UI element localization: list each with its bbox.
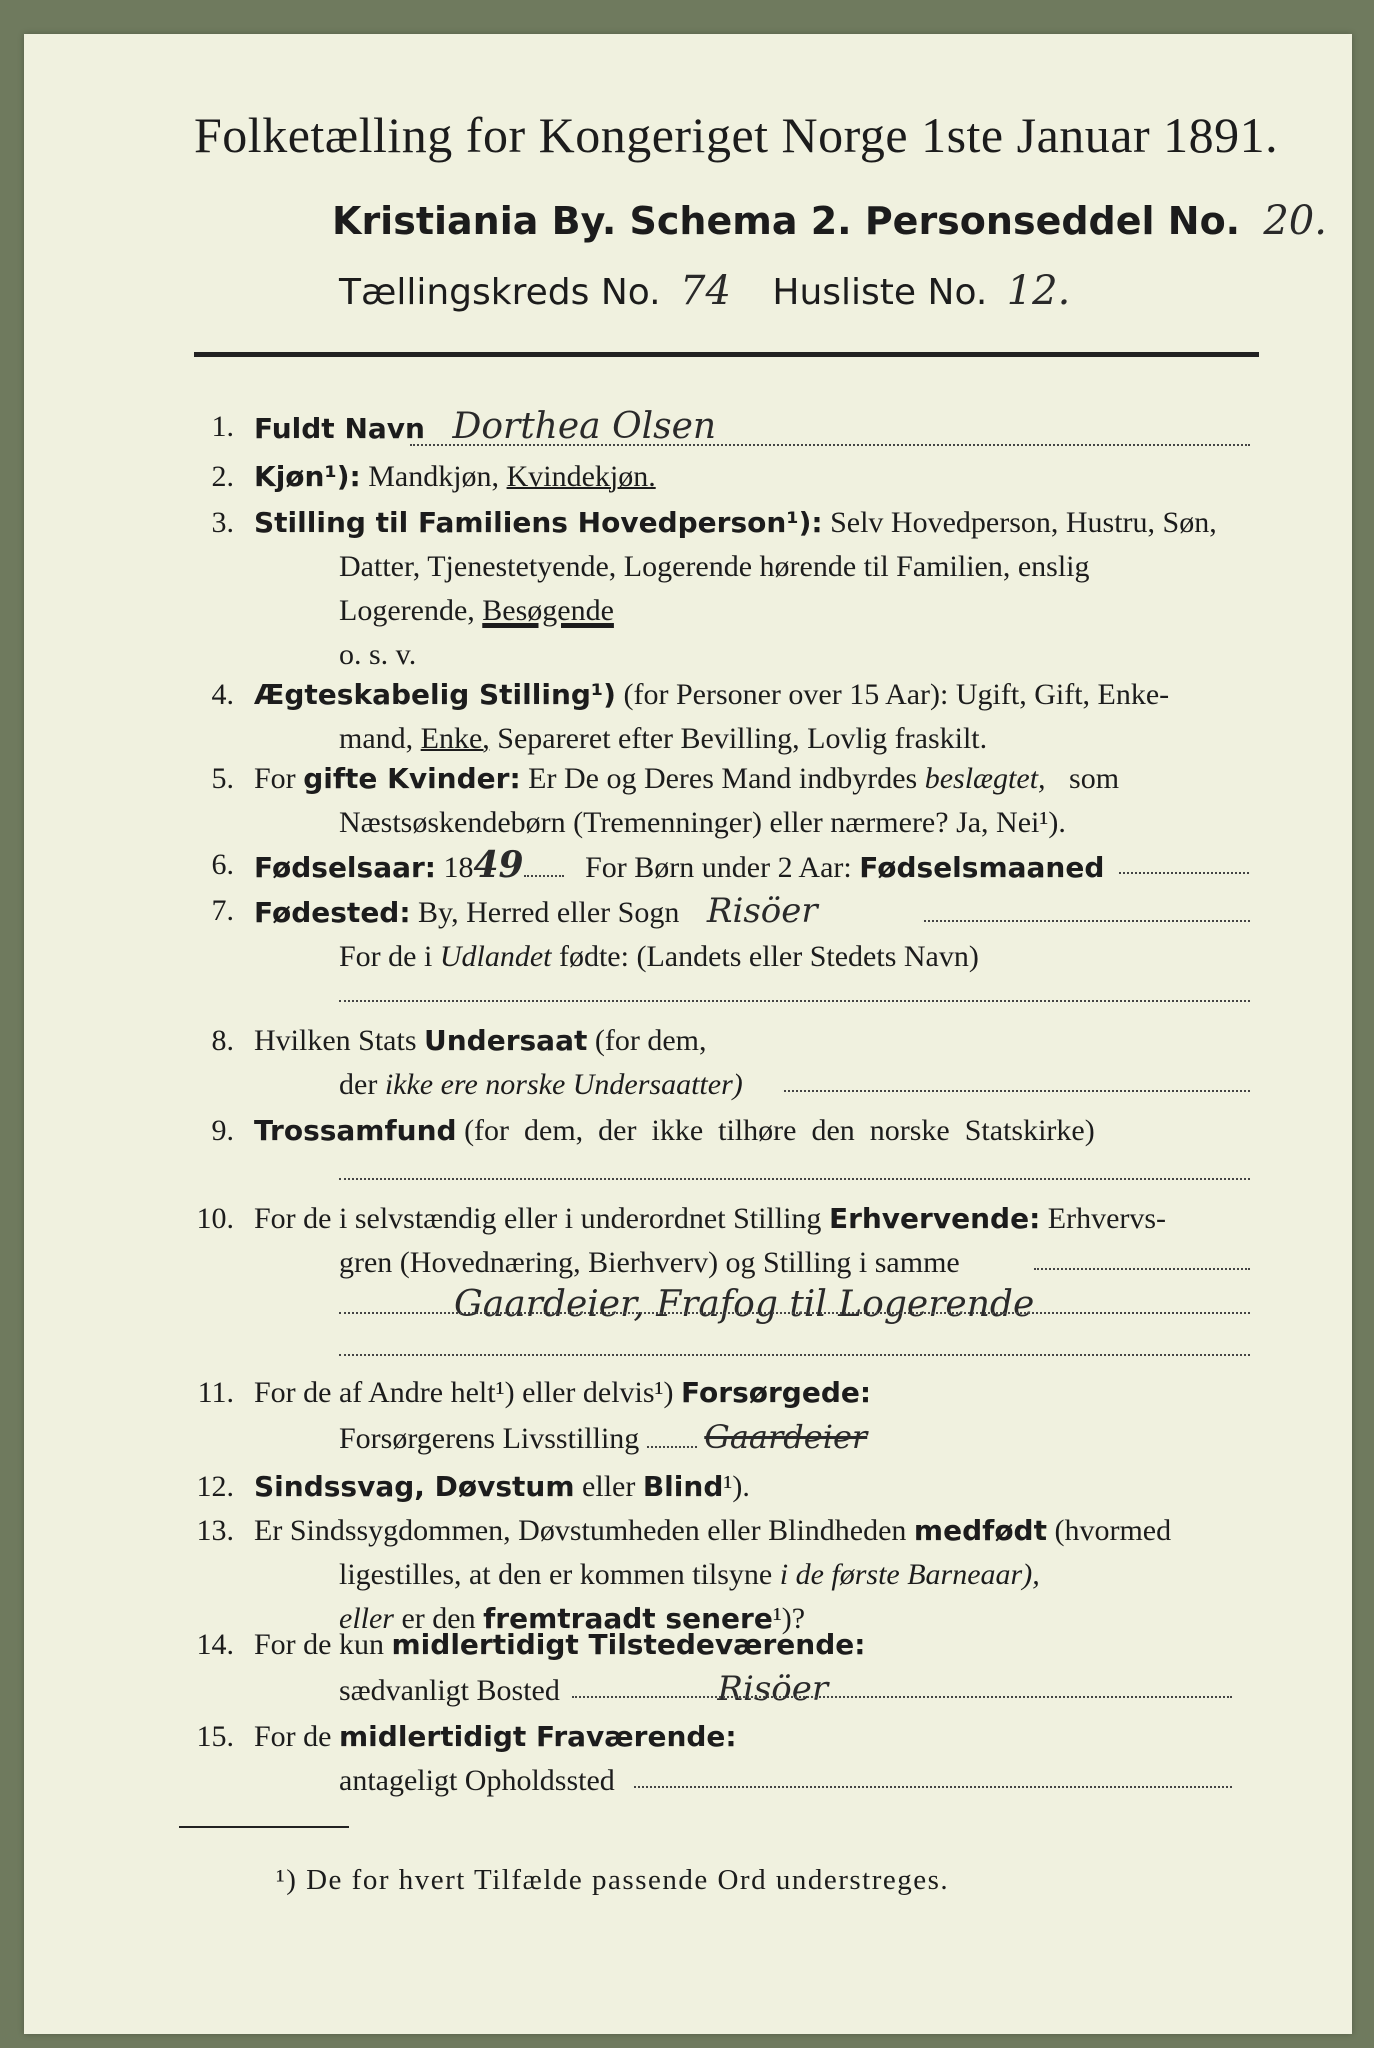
forsorger-label: Forsørgerens Livsstilling	[339, 1422, 640, 1455]
stilling-options-2: Datter, Tjenestetyende, Logerende hørende til Familien, enslig	[339, 550, 1090, 583]
sindssvag-label: Sindssvag, Døvstum	[254, 1470, 575, 1503]
kjon-option-kvinde: Kvindekjøn.	[506, 460, 656, 493]
answer-dotline	[572, 1696, 1232, 1698]
item-number: 6.	[211, 848, 234, 881]
fodselsaar-prefix: 18	[443, 851, 474, 884]
kreds-label: Tællingskreds No.	[339, 272, 661, 313]
answer-dotline	[339, 1354, 1250, 1356]
forsorger-answer: Gaardeier	[704, 1418, 868, 1456]
item-number: 8.	[211, 1024, 234, 1057]
fuldt-navn-label: Fuldt Navn	[254, 412, 425, 445]
husliste-label: Husliste No.	[772, 272, 988, 313]
item-number: 10.	[196, 1202, 234, 1235]
aegteskab-option-mand: mand,	[339, 722, 414, 755]
gifte-kvinder-label: gifte Kvinder:	[303, 762, 521, 795]
q8-text-a: Hvilken Stats	[254, 1024, 417, 1057]
q10-text-a: For de i selvstændig eller i underordnet Stilling	[254, 1202, 822, 1235]
q10-text-c: Erhvervs-	[1047, 1202, 1167, 1235]
q15-text-a: For de	[254, 1720, 332, 1753]
fodselsmaaned-label: Fødselsmaaned	[859, 851, 1105, 884]
stilling-option-besogende: Besøgende	[482, 594, 614, 627]
q7-line2-b: Udlandet	[439, 940, 552, 973]
stilling-label: Stilling til Familiens Hovedperson¹):	[254, 506, 823, 539]
item-number: 15.	[196, 1720, 234, 1753]
answer-dotline	[634, 1786, 1232, 1788]
answer-dotline	[784, 1090, 1250, 1092]
personseddel-label: Kristiania By. Schema 2. Personseddel No.	[332, 199, 1241, 243]
forsorgede-label: Forsørgede:	[681, 1376, 872, 1409]
item-number: 12.	[196, 1470, 234, 1503]
q7-line2-c: fødte: (Landets eller Stedets Navn)	[558, 940, 979, 973]
form-title: Folketælling for Kongeriget Norge 1ste Januar 1891.	[194, 107, 1279, 163]
q6-text-b: For Børn under 2 Aar:	[585, 851, 852, 884]
husliste-number: 12.	[1006, 268, 1071, 314]
q13-text-a: Er Sindssygdommen, Døvstumheden eller Blindheden	[254, 1514, 907, 1547]
q9-text: (for dem, der ikke tilhøre den norske Statskirke)	[464, 1114, 1095, 1147]
kreds-line	[339, 268, 1070, 314]
stilling-option-logerende: Logerende,	[339, 594, 475, 627]
undersaat-label: Undersaat	[424, 1024, 588, 1057]
q13-line2-a: ligestilles, at den er kommen tilsyne	[339, 1558, 773, 1591]
q11-text-a: For de af Andre helt¹) eller delvis¹)	[254, 1376, 674, 1409]
item-number: 4.	[211, 678, 234, 711]
aegteskab-option-enke: Enke,	[420, 722, 490, 755]
tilstedevaerende-label: midlertidigt Tilstedeværende:	[391, 1628, 866, 1661]
census-form-page	[24, 34, 1352, 2034]
item-number: 2.	[211, 460, 234, 493]
q8-line2-a: der	[339, 1068, 378, 1101]
item-number: 13.	[196, 1514, 234, 1547]
answer-dotline	[339, 1000, 1250, 1002]
fuldt-navn-answer: Dorthea Olsen	[452, 406, 717, 447]
q10-line-2: gren (Hovednæring, Bierhverv) og Stilling i samme	[339, 1246, 960, 1279]
item-number: 9.	[211, 1114, 234, 1147]
kjon-option-mand: Mandkjøn,	[368, 460, 500, 493]
q7-text-a: By, Herred eller Sogn	[418, 896, 680, 929]
item-number: 11.	[197, 1376, 234, 1409]
fodselsaar-label: Fødselsaar:	[254, 851, 436, 884]
bosted-label: sædvanligt Bosted	[339, 1674, 560, 1707]
fravaerende-label: midlertidigt Fraværende:	[339, 1720, 737, 1753]
answer-dotline	[1034, 1268, 1250, 1270]
answer-dotline	[339, 1312, 1250, 1314]
kjon-label: Kjøn¹):	[254, 460, 361, 493]
item-number: 7.	[211, 894, 234, 927]
medfodt-label: medfødt	[913, 1514, 1047, 1547]
q13-text-c: (hvormed	[1054, 1514, 1172, 1547]
answer-dotline	[339, 1178, 1250, 1180]
q5-text-d: beslægtet,	[924, 762, 1046, 795]
kreds-number: 74	[680, 268, 731, 314]
q13-line3-d: ¹)?	[772, 1602, 806, 1635]
stilling-options-1: Selv Hovedperson, Hustru, Søn,	[830, 506, 1217, 539]
trossamfund-label: Trossamfund	[254, 1114, 457, 1147]
q12-text-b: eller	[582, 1470, 636, 1503]
stilling-osv: o. s. v.	[339, 638, 417, 671]
item-number: 3.	[211, 506, 234, 539]
personseddel-number: 20.	[1263, 198, 1327, 244]
footnote-rule	[179, 1826, 349, 1828]
fodested-answer: Risöer	[706, 891, 818, 931]
q5-line-2: Næstsøskendebørn (Tremenninger) eller nærmere? Ja, Nei¹).	[339, 806, 1066, 839]
q8-text-c: (for dem,	[594, 1024, 707, 1057]
item-number: 5.	[211, 762, 234, 795]
header-rule	[194, 352, 1259, 357]
bosted-answer: Risöer	[717, 1669, 829, 1709]
q12-text-d: ¹).	[723, 1470, 750, 1503]
q8-line2-b: ikke ere norske Undersaatter)	[384, 1068, 743, 1101]
q7-line2-a: For de i	[339, 940, 433, 973]
q13-line3-b: er den	[401, 1602, 476, 1635]
opholdssted-label: antageligt Opholdssted	[339, 1764, 615, 1797]
answer-dotline	[410, 444, 1250, 446]
aegteskab-options-1: (for Personer over 15 Aar): Ugift, Gift, Enke-	[623, 678, 1170, 711]
personseddel-line	[332, 198, 1327, 244]
q5-text-e: som	[1069, 762, 1120, 795]
aegteskab-options-2: Separeret efter Bevilling, Lovlig fraskilt.	[497, 722, 988, 755]
erhvervende-label: Erhvervende:	[828, 1202, 1041, 1235]
q13-line2-b: i de første Barneaar),	[779, 1558, 1040, 1591]
q5-text-c: Er De og Deres Mand indbyrdes	[528, 762, 918, 795]
footnote: ¹) De for hvert Tilfælde passende Ord understreges.	[276, 1864, 950, 1896]
aegteskab-label: Ægteskabelig Stilling¹)	[254, 678, 616, 711]
erhverv-answer: Gaardeier, Frafog til Logerende	[454, 1284, 1035, 1325]
fremtraadt-label: fremtraadt senere	[483, 1602, 773, 1635]
item-number: 1.	[211, 410, 234, 443]
blind-label: Blind	[642, 1470, 724, 1503]
item-number: 14.	[196, 1628, 234, 1661]
fodested-label: Fødested:	[254, 896, 411, 929]
fodselsaar-answer: 49	[473, 844, 524, 886]
q5-text-a: For	[254, 762, 296, 795]
answer-dotline	[924, 920, 1250, 922]
q14-text-a: For de kun	[254, 1628, 384, 1661]
answer-dotline	[1119, 872, 1249, 874]
q13-line3-a: eller	[339, 1602, 394, 1635]
